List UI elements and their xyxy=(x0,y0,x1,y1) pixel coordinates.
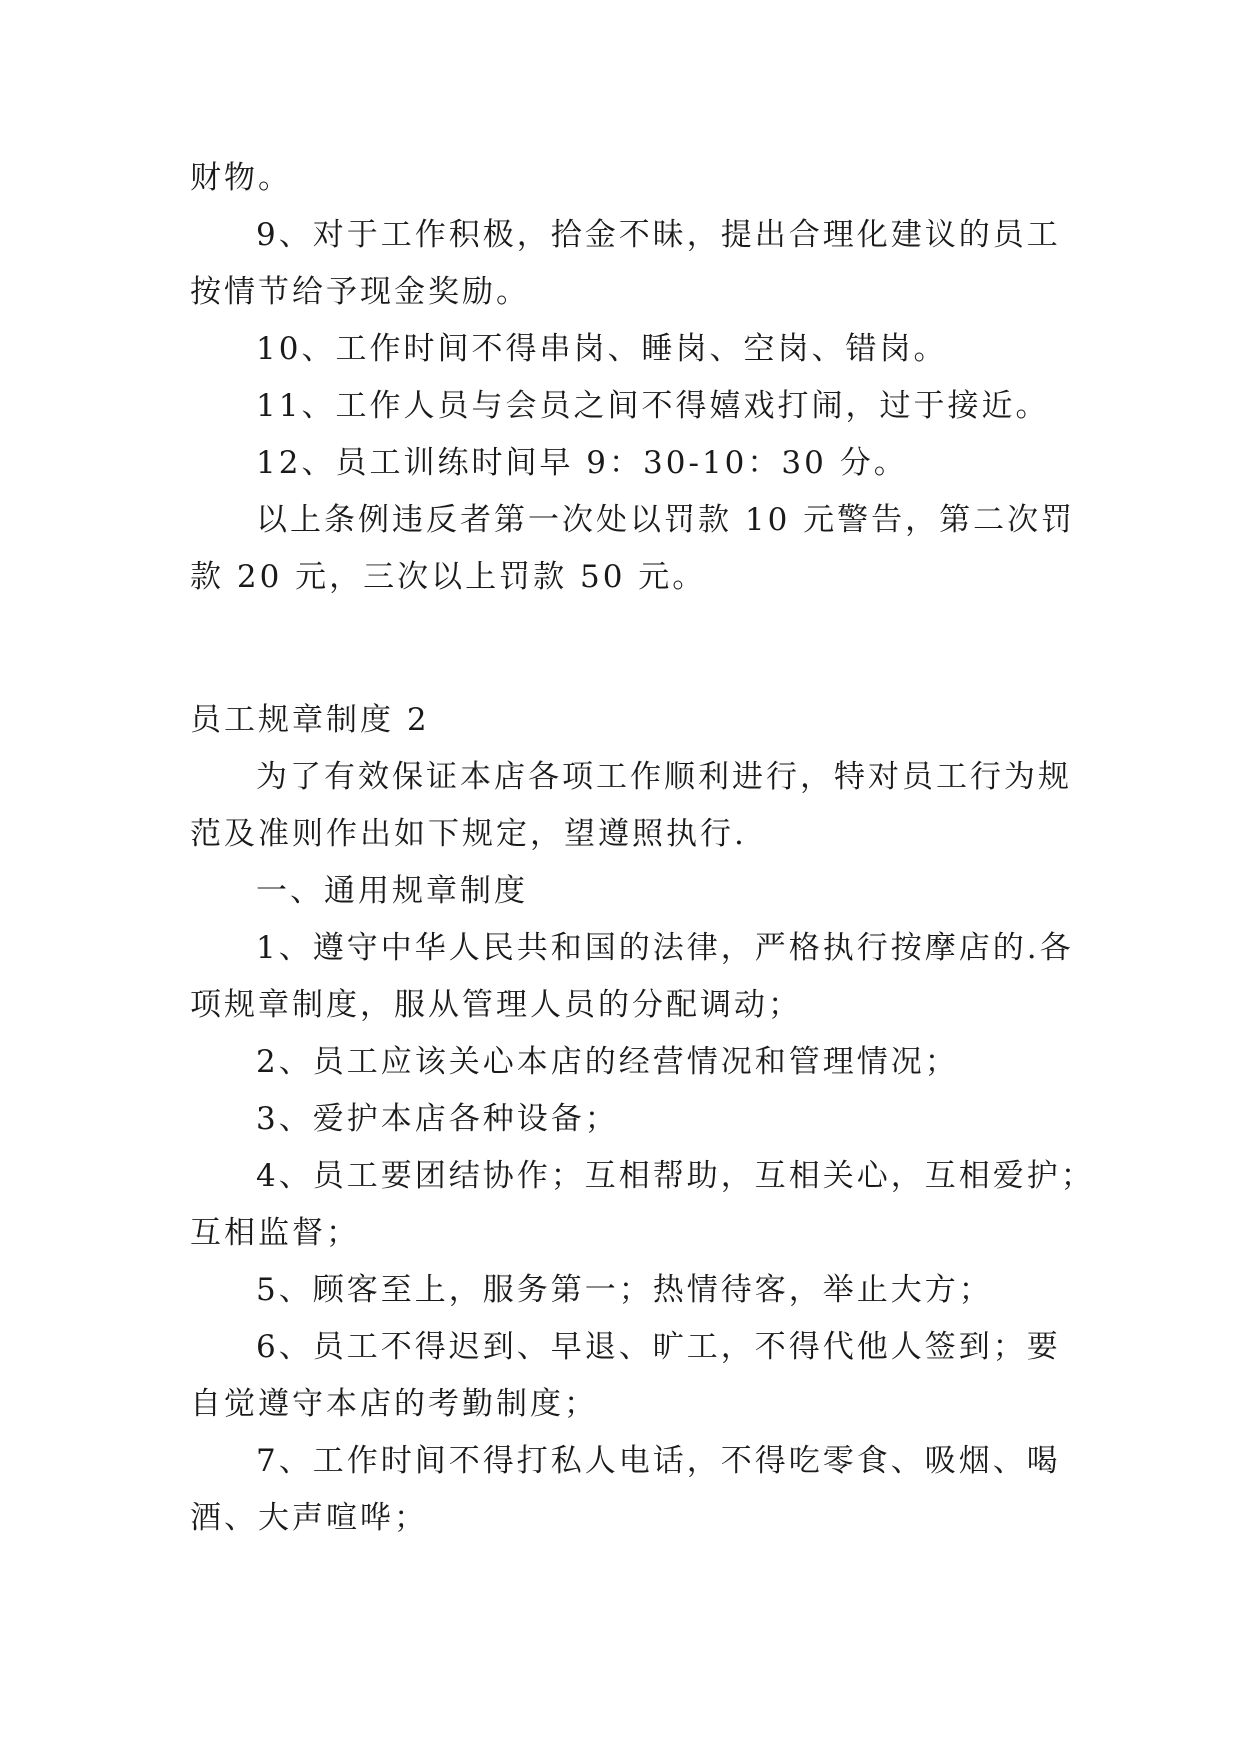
section-title: 员工规章制度 2 xyxy=(190,702,430,738)
paragraph-line: 款 20 元，三次以上罚款 50 元。 xyxy=(190,559,707,595)
paragraph-line: 按情节给予现金奖励。 xyxy=(190,274,530,310)
paragraph-line: 4、员工要团结协作；互相帮助，互相关心，互相爱护； xyxy=(256,1158,1095,1194)
paragraph-line: 范及准则作出如下规定，望遵照执行. xyxy=(190,816,747,852)
paragraph-line: 为了有效保证本店各项工作顺利进行，特对员工行为规 xyxy=(256,759,1072,795)
paragraph-line: 10、工作时间不得串岗、睡岗、空岗、错岗。 xyxy=(256,331,948,367)
paragraph-line: 5、顾客至上，服务第一；热情待客，举止大方； xyxy=(256,1272,993,1308)
document-body xyxy=(190,150,1095,1547)
paragraph-line: 9、对于工作积极，拾金不昧，提出合理化建议的员工 xyxy=(256,217,1061,253)
paragraph-line: 7、工作时间不得打私人电话，不得吃零食、吸烟、喝 xyxy=(256,1443,1061,1479)
paragraph-line: 3、爱护本店各种设备； xyxy=(256,1101,619,1137)
paragraph-line: 以上条例违反者第一次处以罚款 10 元警告，第二次罚 xyxy=(256,502,1076,538)
paragraph-line: 互相监督； xyxy=(190,1215,360,1251)
paragraph-line: 12、员工训练时间早 9：30-10：30 分。 xyxy=(256,445,908,481)
paragraph-line: 11、工作人员与会员之间不得嬉戏打闹，过于接近。 xyxy=(256,388,1050,424)
paragraph-line: 酒、大声喧哗； xyxy=(190,1500,428,1536)
paragraph-line: 项规章制度，服从管理人员的分配调动； xyxy=(190,987,802,1023)
paragraph-line: 2、员工应该关心本店的经营情况和管理情况； xyxy=(256,1044,959,1080)
section-gap xyxy=(190,606,1050,692)
paragraph-line: 1、遵守中华人民共和国的法律，严格执行按摩店的.各 xyxy=(256,930,1074,966)
paragraph-line: 财物。 xyxy=(190,160,292,196)
paragraph-line: 自觉遵守本店的考勤制度； xyxy=(190,1386,598,1422)
subheading: 一、通用规章制度 xyxy=(256,873,528,909)
paragraph-line: 6、员工不得迟到、早退、旷工，不得代他人签到；要 xyxy=(256,1329,1061,1365)
